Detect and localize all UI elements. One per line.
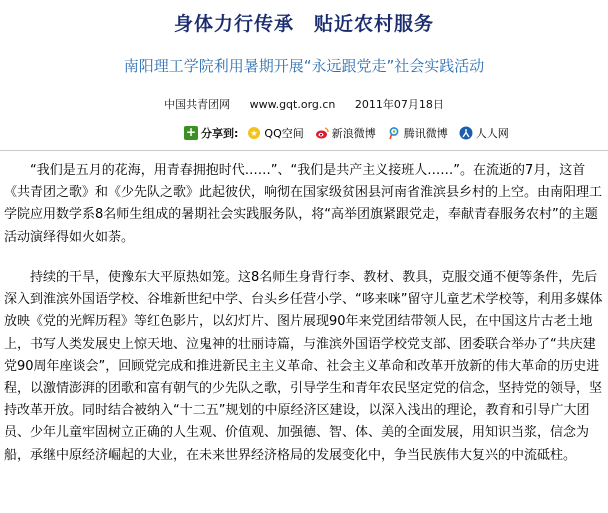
article-title: 身体力行传承 贴近农村服务 [173,13,434,35]
qzone-icon [247,126,261,140]
share-plus-icon[interactable]: + [185,125,197,139]
article-paragraph-2: 持续的干旱，使豫东大平原热如笼。这8名师生身背行李、教材、教具，克服交通不便等条件，先后深入到淮滨外国语学校、谷堆新世纪中学、台头乡任营小学、“哆来咪”留守儿童艺术学校等，利用多媒体放映《党的光辉历程》等红色影片，以幻灯片、图片展现90年来党团结带领人民，在中国这片古老土地上，书写人类发展史上惊天地、泣鬼神的壮丽诗篇，与淮滨外国语学校党支部、团委联合举办了“共庆建党90周年座谈会”，回顾党完成和推进新民主主义革命、社会主义革命和改革开放新的伟大革命的历史进程，以激情澎湃的团歌和富有朝气的少先队之歌，引导学生和青年农民坚定党的信念，坚持党的领导，坚持改革开放。同时结合被纳入“十二五”规划的中原经济区建设，以深入浅出的理论，教育和引导广大团员、少年儿童牢固树立正确的人生观、价值观、加强德、智、体、美的全面发展，用知识当浆，信念为船，承继中原经济崛起的大业，在未来世界经济格局的发展变化中，争当民族伟大复兴的中流砥柱。 [4,270,603,463]
share-tencent-button[interactable] [387,125,448,141]
share-renren-label: 人人网 [475,127,509,140]
source-name[interactable]: 中国共青团网 [164,98,231,111]
divider [0,150,608,151]
share-label: 分享到: [201,127,239,140]
article-paragraph-1: “我们是五月的花海，用青春拥抱时代……”、“我们是共产主义接班人……”。在流逝的7月，这首《共青团之歌》和《少先队之歌》此起彼伏，响彻在国家级贫困县河南省淮滨县乡村的上空。由南阳理工学院应用数学系8名师生组成的暑期社会实践服务队，将“高举团旗紧跟党走，奉献青春服务农村”的主题活动演绎得如火如荼。 [4,163,603,245]
tencent-weibo-icon [387,126,401,140]
share-qzone-label: QQ空间 [264,127,304,140]
renren-icon [459,126,473,140]
article-meta [0,97,608,113]
publish-date: 2011年07月18日 [354,98,444,111]
sina-weibo-icon [315,126,329,140]
share-sina-button[interactable] [315,125,376,141]
article-body [4,160,606,467]
article-subtitle: 南阳理工学院利用暑期开展“永远跟党走”社会实践活动 [123,57,485,75]
source-url[interactable]: www.gqt.org.cn [249,98,336,111]
share-renren-button[interactable] [459,125,509,141]
share-sina-label: 新浪微博 [331,127,376,140]
share-tencent-label: 腾讯微博 [403,127,448,140]
share-qzone-button[interactable] [247,125,303,141]
share-bar [184,124,520,142]
